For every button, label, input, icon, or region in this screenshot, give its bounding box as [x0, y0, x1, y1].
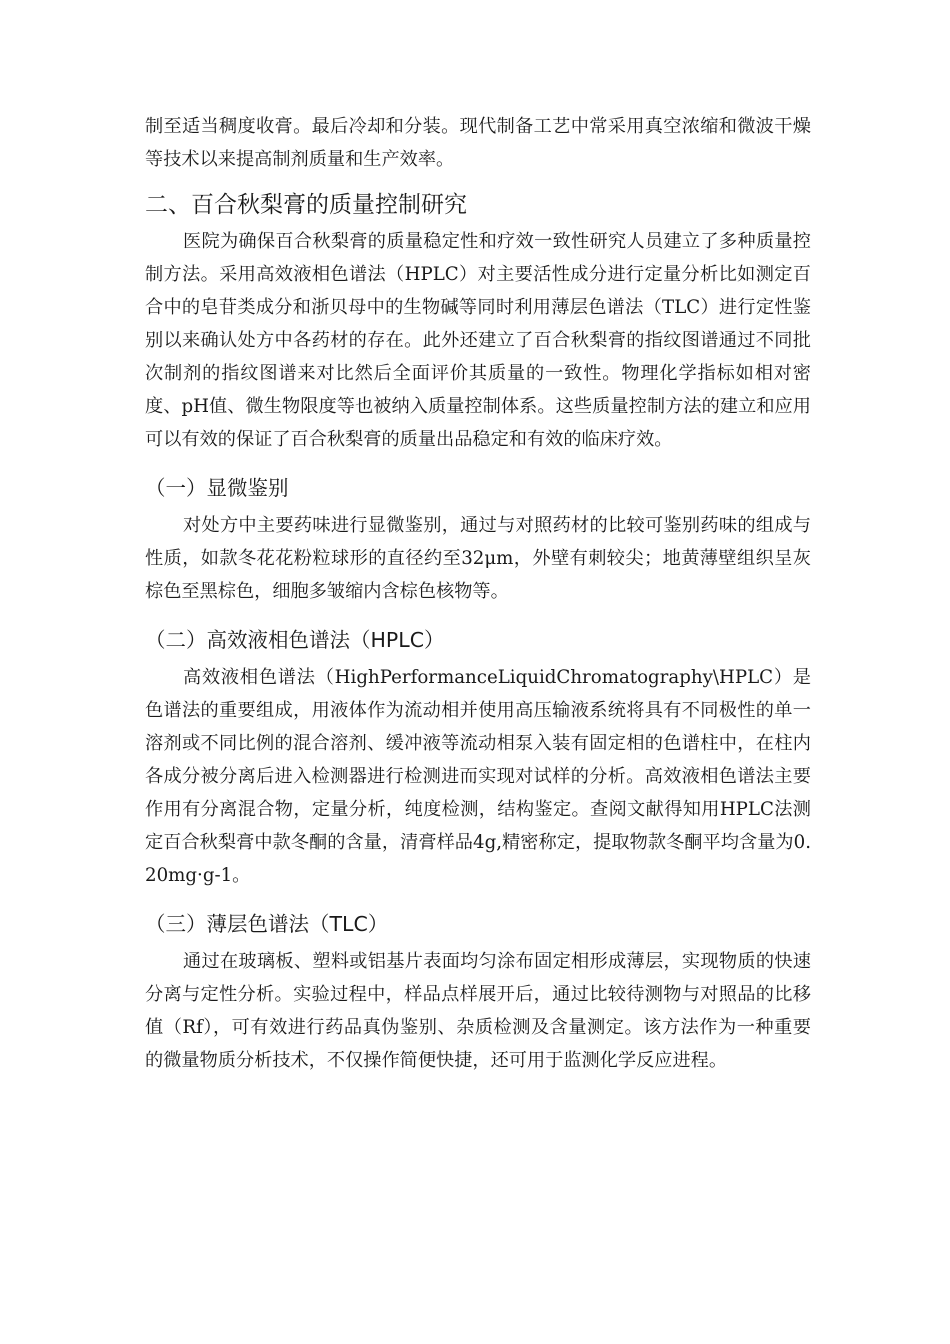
subsection-heading-hplc: （二）高效液相色谱法（HPLC） — [145, 628, 445, 652]
section-heading-quality-control: 二、百合秋梨膏的质量控制研究 — [145, 192, 467, 218]
subsection-paragraph-microscopy: 对处方中主要药味进行显微鉴别，通过与对照药材的比较可鉴别药味的组成与性质，如款冬花花粉粒球形的直径约至32μm，外壁有刺较尖；地黄薄壁组织呈灰棕色至黑棕色，细胞多皱缩内含棕色核物等。 — [145, 515, 811, 602]
document-page — [145, 110, 811, 1077]
intro-paragraph: 制至适当稠度收膏。最后冷却和分装。现代制备工艺中常采用真空浓缩和微波干燥等技术以来提高制剂质量和生产效率。 — [145, 116, 811, 170]
subsection-paragraph-hplc: 高效液相色谱法（HighPerformanceLiquidChromatography\HPLC）是色谱法的重要组成，用液体作为流动相并使用高压输液系统将具有不同极性的单一溶剂或不同比例的混合溶剂、缓冲液等流动相泵入装有固定相的色谱柱中，在柱内各成分被分离后进入检测器进行检测进而实现对试样的分析。高效液相色谱法主要作用有分离混合物，定量分析，纯度检测，结构鉴定。查阅文献得知用HPLC法测定百合秋梨膏中款冬酮的含量，清膏样品4g,精密称定，提取物款冬酮平均含量为0.20mg·g-1。 — [145, 667, 811, 886]
subsection-heading-tlc: （三）薄层色谱法（TLC） — [145, 912, 389, 936]
subsection-heading-microscopy: （一）显微鉴别 — [145, 476, 289, 500]
section-paragraph-quality-control: 医院为确保百合秋梨膏的质量稳定性和疗效一致性研究人员建立了多种质量控制方法。采用高效液相色谱法（HPLC）对主要活性成分进行定量分析比如测定百合中的皂苷类成分和浙贝母中的生物碱等同时利用薄层色谱法（TLC）进行定性鉴别以来确认处方中各药材的存在。此外还建立了百合秋梨膏的指纹图谱通过不同批次制剂的指纹图谱来对比然后全面评价其质量的一致性。物理化学指标如相对密度、pH值、微生物限度等也被纳入质量控制体系。这些质量控制方法的建立和应用可以有效的保证了百合秋梨膏的质量出品稳定和有效的临床疗效。 — [145, 231, 811, 450]
subsection-paragraph-tlc: 通过在玻璃板、塑料或铝基片表面均匀涂布固定相形成薄层，实现物质的快速分离与定性分析。实验过程中，样品点样展开后，通过比较待测物与对照品的比移值（Rf），可有效进行药品真伪鉴别、杂质检测及含量测定。该方法作为一种重要的微量物质分析技术，不仅操作简便快捷，还可用于监测化学反应进程。 — [145, 951, 811, 1071]
